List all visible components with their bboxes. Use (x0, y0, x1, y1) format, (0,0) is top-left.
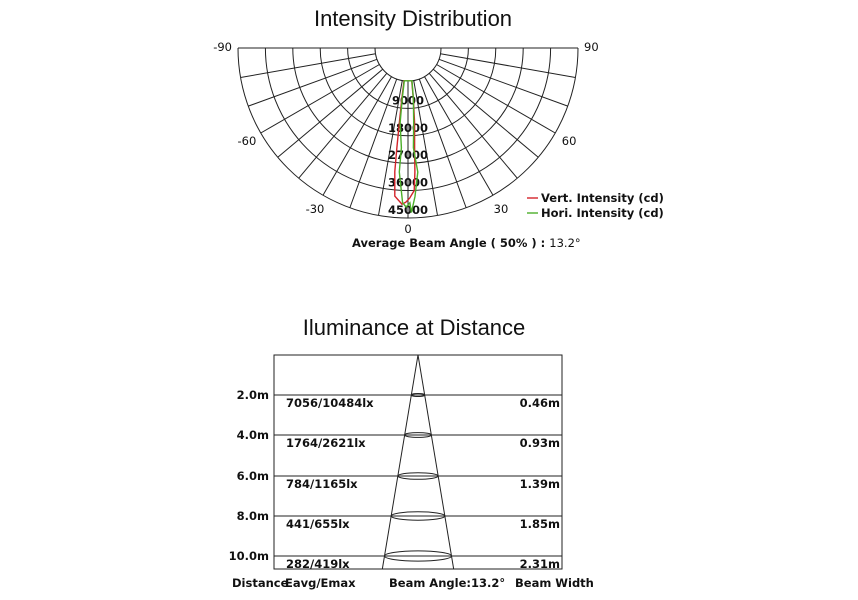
beam-width-value: 0.93m (519, 436, 560, 450)
polar-radial-label: 9000 (391, 93, 425, 108)
beam-angle-label: Average Beam Angle ( 50% ) : (352, 236, 550, 250)
beam-width-value: 0.46m (519, 396, 560, 410)
footer-beam-angle: Beam Angle:13.2° (389, 576, 506, 590)
polar-spoke (241, 54, 376, 78)
polar-legend (527, 191, 664, 220)
polar-spoke (278, 69, 383, 157)
polar-spoke (439, 59, 568, 106)
distance-label: 10.0m (228, 549, 269, 563)
beam-angle-value: 13.2° (549, 236, 581, 250)
polar-radial-label: 27000 (387, 148, 429, 163)
cone-edge-right (418, 355, 454, 569)
legend-label: Hori. Intensity (cd) (541, 206, 664, 220)
distance-label: 6.0m (236, 469, 269, 483)
eavg-emax-value: 282/419lx (286, 557, 350, 571)
polar-angle-label: 0 (404, 222, 412, 236)
polar-radial-label: 36000 (387, 175, 429, 190)
eavg-emax-value: 7056/10484lx (286, 396, 374, 410)
cone-edge-left (382, 355, 418, 569)
footer-beam-width: Beam Width (515, 576, 594, 590)
illum-body (229, 355, 562, 571)
distance-label: 8.0m (236, 509, 269, 523)
polar-spoke (433, 69, 538, 157)
distance-label: 2.0m (236, 388, 269, 402)
polar-angle-label: -90 (213, 40, 232, 54)
beam-width-value: 1.85m (519, 517, 560, 531)
polar-spoke (248, 59, 377, 106)
beam-width-value: 2.31m (519, 557, 560, 571)
eavg-emax-value: 441/655lx (286, 517, 350, 531)
legend-label: Vert. Intensity (cd) (541, 191, 664, 205)
polar-radial-label: 18000 (387, 120, 429, 135)
distance-label: 4.0m (236, 428, 269, 442)
polar-angle-label: -30 (305, 202, 325, 217)
polar-angle-label: 90 (584, 40, 599, 54)
polar-angle-label: 30 (493, 202, 509, 217)
beam-width-value: 1.39m (519, 477, 560, 491)
eavg-emax-value: 1764/2621lx (286, 436, 366, 450)
polar-title: Intensity Distribution (313, 6, 513, 31)
eavg-emax-value: 784/1165lx (286, 477, 358, 491)
polar-spoke (429, 73, 517, 178)
polar-angle-label: 60 (561, 134, 577, 148)
footer-eavg: Eavg/Emax (285, 576, 356, 590)
polar-spoke (440, 54, 575, 78)
footer-distance: Distance (232, 576, 289, 590)
illum-title: Iluminance at Distance (302, 315, 526, 340)
beam-angle-caption (352, 236, 581, 250)
illum-frame (274, 355, 562, 569)
polar-angle-label: -60 (237, 134, 257, 148)
polar-radial-label: 45000 (387, 203, 429, 217)
polar-spoke (299, 73, 387, 178)
